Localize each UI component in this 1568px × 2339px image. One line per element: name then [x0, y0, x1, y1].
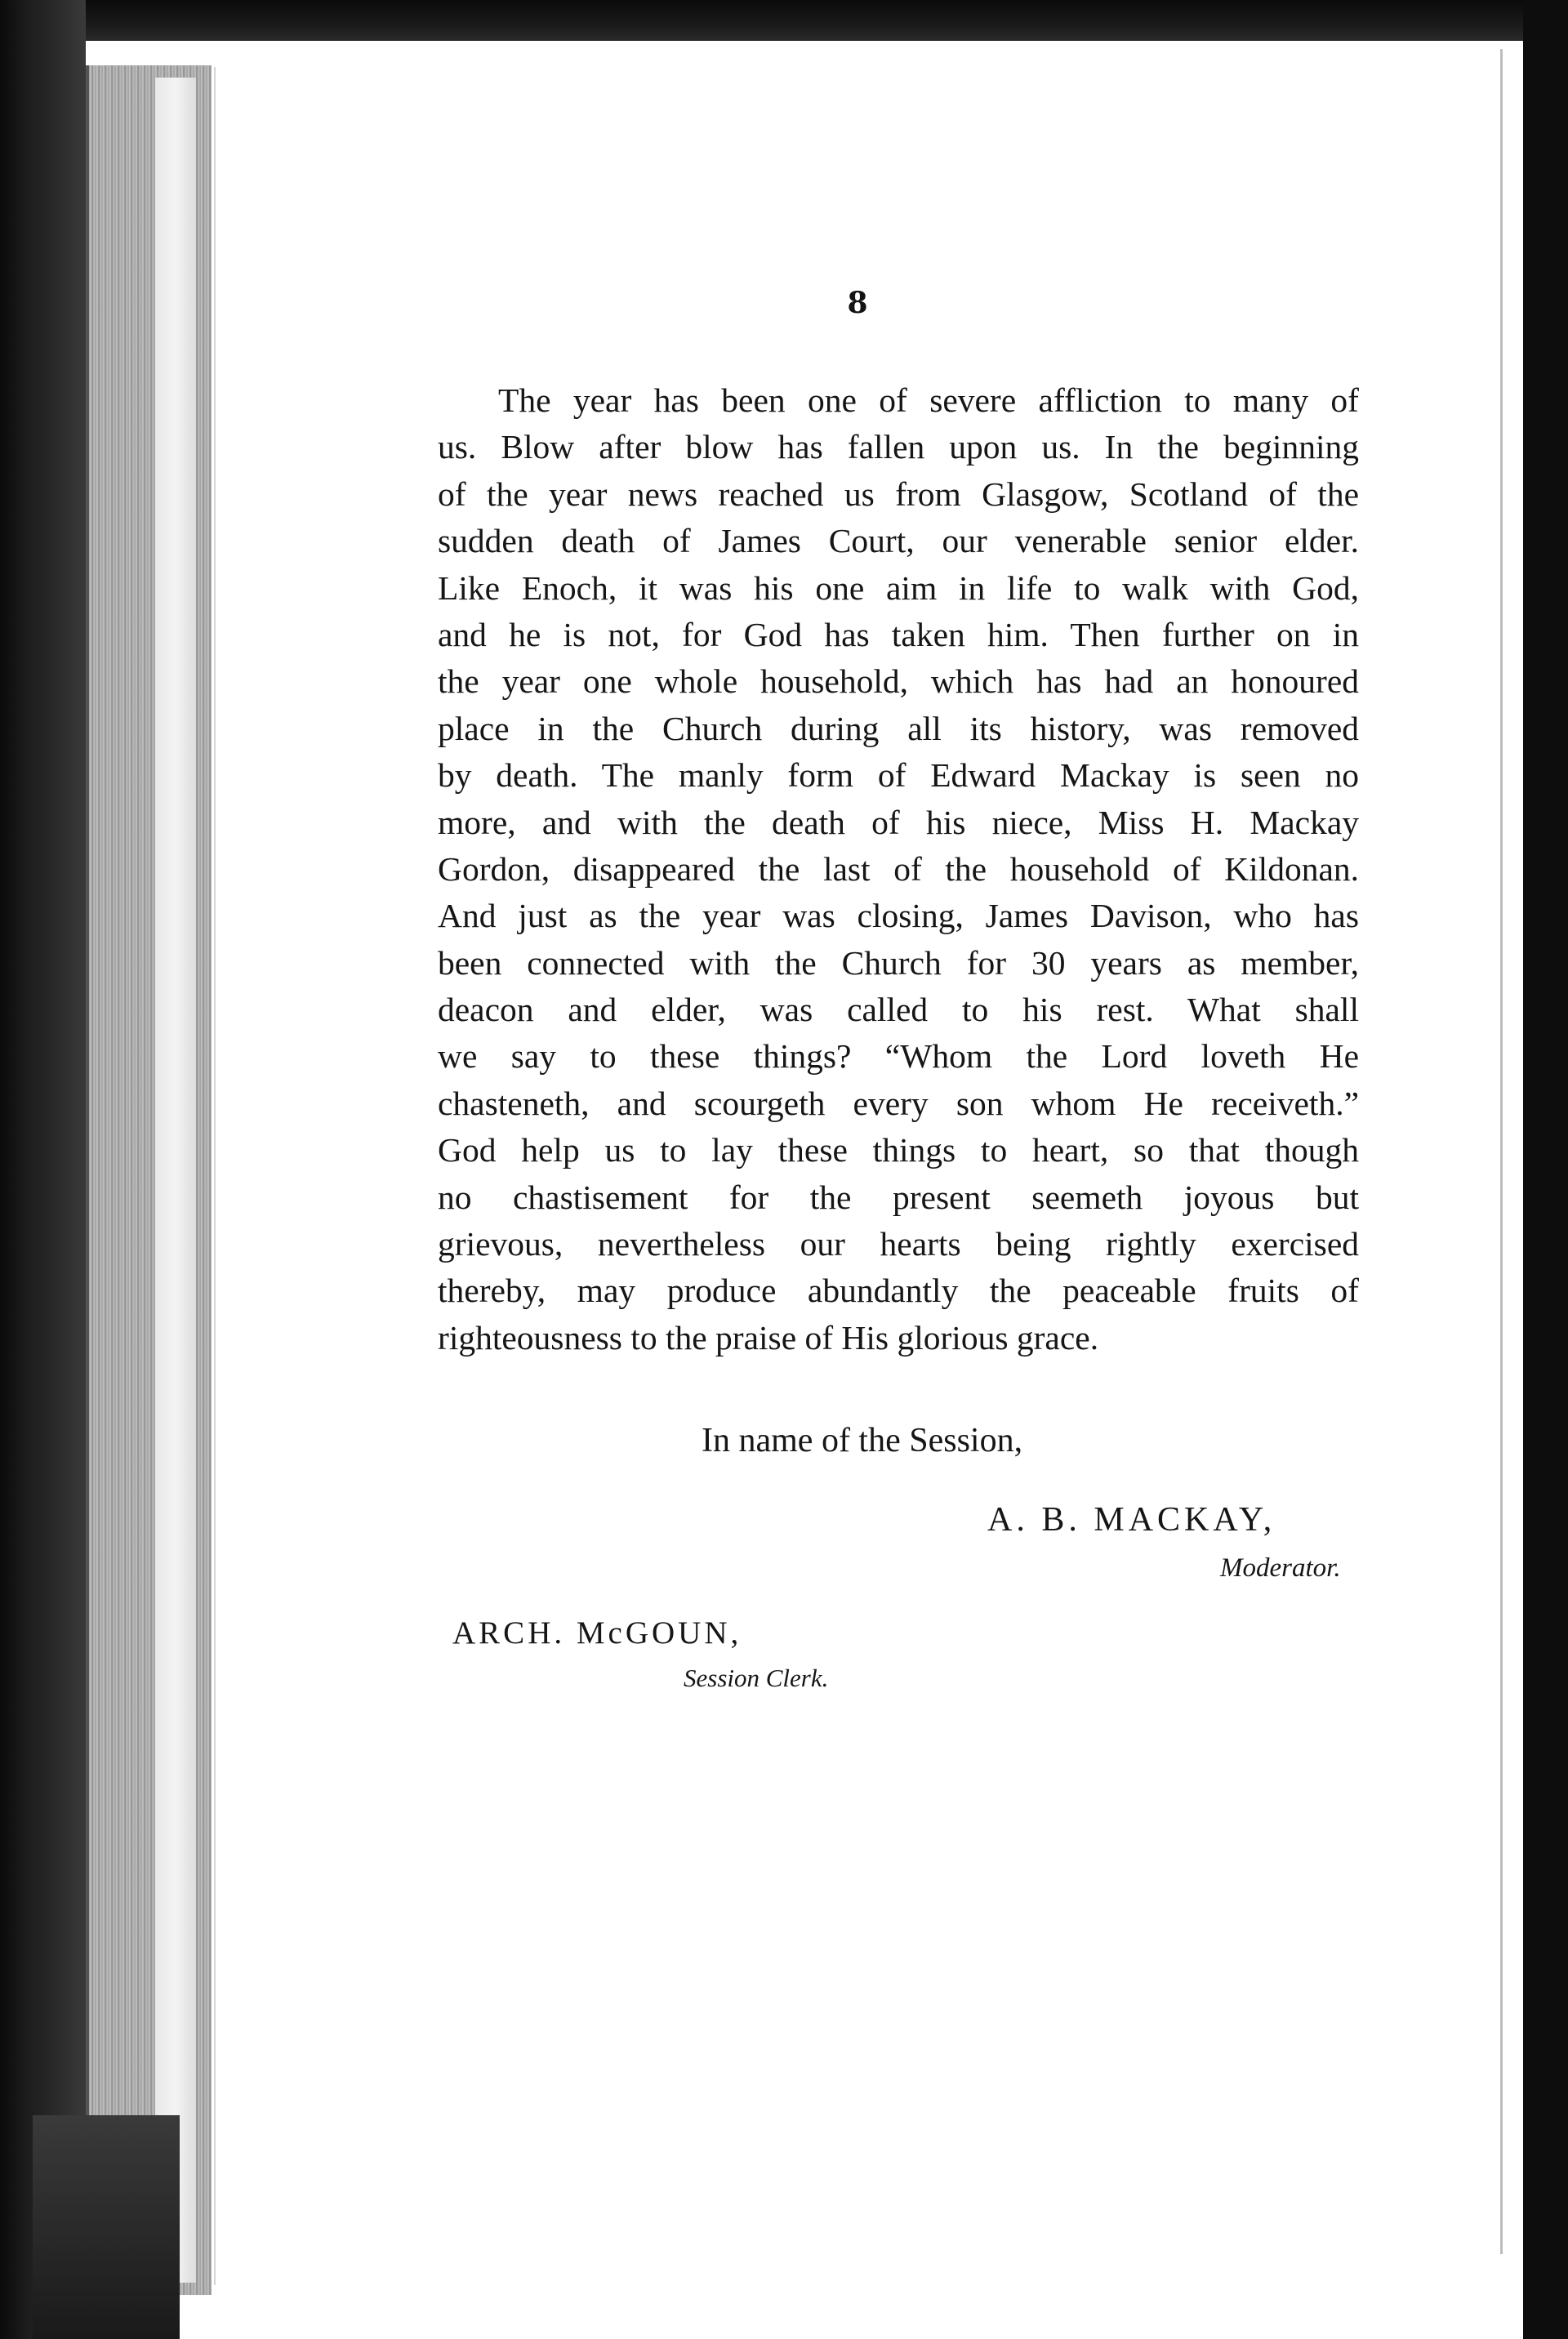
- paragraph-line: Like Enoch, it was his one aim in life to walk with God,: [438, 568, 1359, 607]
- paragraph-line: no chastisement for the present seemeth joyous but: [438, 1178, 1359, 1216]
- paragraph-line: thereby, may produce abundantly the peaceable fruits of: [438, 1272, 1359, 1310]
- paragraph-line: by death. The manly form of Edward Mackay is seen no: [438, 756, 1359, 795]
- moderator-signature-name: A. B. MACKAY,: [987, 1501, 1276, 1539]
- page-stack-inner-edge: [155, 78, 196, 2283]
- paragraph-line: The year has been one of severe affliction to many of: [498, 381, 1359, 419]
- paragraph-line: grievous, nevertheless our hearts being rightly exercised: [438, 1225, 1359, 1263]
- paragraph-line: been connected with the Church for 30 years as member,: [438, 943, 1359, 982]
- paragraph-line: chasteneth, and scourgeth every son whom He receiveth.”: [438, 1084, 1359, 1122]
- page-number: 8: [847, 286, 868, 320]
- paragraph-line: sudden death of James Court, our venerable senior elder.: [438, 522, 1359, 560]
- paragraph-line: of the year news reached us from Glasgow, Scotland of the: [438, 474, 1359, 513]
- closing-line: In name of the Session,: [702, 1422, 1023, 1459]
- paragraph-line: God help us to lay these things to heart, so that though: [438, 1131, 1359, 1170]
- paragraph-line: more, and with the death of his niece, Miss H. Mackay: [438, 803, 1359, 841]
- paragraph-line: and he is not, for God has taken him. Then further on in: [438, 615, 1359, 653]
- book-bottom-shadow: [33, 2115, 180, 2339]
- paragraph-line: the year one whole household, which has had an honoured: [438, 662, 1359, 701]
- right-page-edge-line: [1500, 49, 1503, 2254]
- paragraph-line: deacon and elder, was called to his rest. What shall: [438, 991, 1359, 1029]
- paragraph-line: we say to these things? “Whom the Lord loveth He: [438, 1037, 1359, 1076]
- paragraph-line: And just as the year was closing, James Davison, who has: [438, 897, 1359, 935]
- moderator-title: Moderator.: [1220, 1553, 1341, 1583]
- paragraph-line: righteousness to the praise of His glorious grace.: [438, 1318, 1099, 1357]
- paragraph-line: us. Blow after blow has fallen upon us. In the beginning: [438, 428, 1359, 466]
- book-cover-edge: [0, 0, 86, 2339]
- clerk-title: Session Clerk.: [684, 1664, 829, 1692]
- paragraph-line: Gordon, disappeared the last of the household of Kildonan.: [438, 849, 1359, 888]
- right-dark-band: [1523, 0, 1568, 2339]
- book-top-edge: [0, 0, 1568, 41]
- printed-page: [214, 67, 1499, 2285]
- paragraph-line: place in the Church during all its history, was removed: [438, 709, 1359, 747]
- clerk-signature-name: ARCH. McGOUN,: [452, 1615, 742, 1651]
- body-paragraph: [438, 377, 1359, 1361]
